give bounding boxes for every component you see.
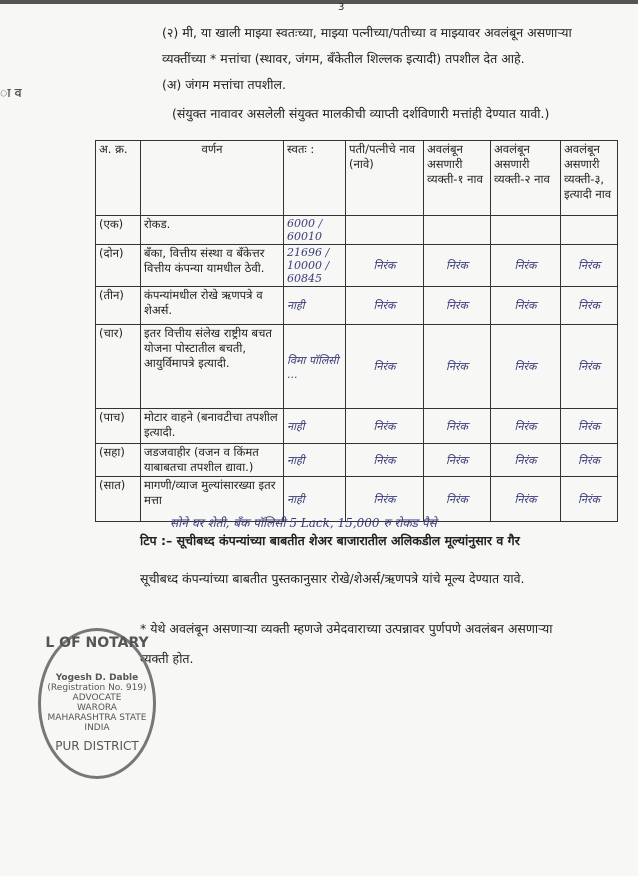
cell-d3: निरंक (561, 444, 618, 477)
cell-no: (एक) (96, 216, 141, 245)
cell-d2 (491, 216, 561, 245)
cell-self: नाही (284, 444, 346, 477)
footnote-line: व्यक्ती होत. (140, 651, 194, 666)
section-heading: (अ) जंगम मत्तांचा तपशील. (162, 77, 286, 92)
col-header: अवलंबून असणारी व्यक्ती-२ नाव (491, 141, 561, 216)
cell-spouse: निरंक (346, 477, 424, 522)
cell-spouse (346, 216, 424, 245)
col-header: पती/पत्नीचे नाव (नावे) (346, 141, 424, 216)
tip-line: टिप :– सूचीबध्द कंपन्यांच्या बाबतीत शेअर बाजारातील अलिकडील मूल्यांनुसार व गैर (140, 533, 520, 548)
cell-d1: निरंक (424, 287, 491, 325)
cell-d3 (561, 216, 618, 245)
cell-d3: निरंक (561, 409, 618, 444)
table-row (96, 409, 618, 444)
cell-d1 (424, 216, 491, 245)
cell-d3: निरंक (561, 287, 618, 325)
cell-d2: निरंक (491, 245, 561, 287)
page-number: 3 (338, 2, 345, 13)
cell-d1: निरंक (424, 325, 491, 409)
cell-d3: निरंक (561, 245, 618, 287)
movable-assets-table (95, 140, 618, 522)
cell-self: विमा पॉलिसी ... (284, 325, 346, 409)
cell-d1: निरंक (424, 245, 491, 287)
cell-desc: जडजवाहीर (वजन व किंमत याबाबतचा तपशील द्यावा.) (141, 444, 284, 477)
cell-spouse: निरंक (346, 409, 424, 444)
footnote-line: * येथे अवलंबून असणाऱ्या व्यक्ती म्हणजे उमेदवाराच्या उत्पन्नावर पुर्णपणे अवलंबन असणाऱ्या (140, 621, 553, 636)
cell-spouse: निरंक (346, 245, 424, 287)
tip-line: सूचीबध्द कंपन्यांच्या बाबतीत पुस्तकानुसार रोखे/शेअर्स/ऋणपत्रे यांचे मूल्य देण्यात यावे. (140, 571, 525, 586)
cell-self: नाही (284, 409, 346, 444)
cell-self: नाही (284, 477, 346, 522)
cell-d1: निरंक (424, 444, 491, 477)
cell-d2: निरंक (491, 325, 561, 409)
cell-self: नाही (284, 287, 346, 325)
cell-d2: निरंक (491, 287, 561, 325)
notary-stamp: L OF NOTARY Yogesh D. Dable (Registration No. 919) ADVOCATE WARORA MAHARASHTRA STATE INDIA PUR DISTRICT (38, 628, 156, 779)
scan-edge (0, 0, 638, 4)
cell-self: 6000 / 60010 (284, 216, 346, 245)
intro-note: (संयुक्त नावावर असलेली संयुक्त मालकीची व्याप्ती दर्शविणारी मत्तांही देण्यात यावी.) (172, 106, 550, 121)
col-header: स्वतः : (284, 141, 346, 216)
intro-line: व्यक्तींच्या * मत्तांचा (स्थावर, जंगम, बँकेतील शिल्लक इत्यादी) तपशील देत आहे. (162, 51, 525, 66)
cell-d2: निरंक (491, 477, 561, 522)
cell-no: (तीन) (96, 287, 141, 325)
table-row (96, 444, 618, 477)
cell-d2: निरंक (491, 409, 561, 444)
cell-spouse: निरंक (346, 325, 424, 409)
cell-no: (दोन) (96, 245, 141, 287)
cell-no: (सात) (96, 477, 141, 522)
cell-spouse: निरंक (346, 287, 424, 325)
col-header: अवलंबून असणारी व्यक्ती-३, इत्यादी नाव (561, 141, 618, 216)
table-row (96, 216, 618, 245)
table-row (96, 245, 618, 287)
cell-desc: रोकड. (141, 216, 284, 245)
cell-desc: मोटार वाहने (बनावटीचा तपशील इत्यादी. (141, 409, 284, 444)
cell-d3: निरंक (561, 477, 618, 522)
col-header: वर्णन (141, 141, 284, 216)
cell-no: (पाच) (96, 409, 141, 444)
cell-spouse: निरंक (346, 444, 424, 477)
cell-desc: मागणी/व्याज मुल्यांसारख्या इतर मत्ता (141, 477, 284, 522)
table-row (96, 325, 618, 409)
cell-no: (सहा) (96, 444, 141, 477)
cell-d3: निरंक (561, 325, 618, 409)
handwritten-note: सोने घर शेती, बँक पॉलिसी 5 Lack, 15,000 रु रोकड पैसे (170, 516, 437, 530)
cell-desc: कंपन्यांमधील रोखे ऋणपत्रे व शेअर्स. (141, 287, 284, 325)
margin-text: ा व (0, 85, 22, 100)
cell-self: 21696 / 10000 / 60845 (284, 245, 346, 287)
col-header: अवलंबून असणारी व्यक्ती-१ नाव (424, 141, 491, 216)
col-header: अ. क्र. (96, 141, 141, 216)
table-header-row (96, 141, 618, 216)
cell-d1: निरंक (424, 477, 491, 522)
table-row (96, 287, 618, 325)
cell-d1: निरंक (424, 409, 491, 444)
cell-d2: निरंक (491, 444, 561, 477)
cell-desc: इतर वित्तीय संलेख राष्ट्रीय बचत योजना पोस्टातील बचती, आयुर्विमापत्रे इत्यादी. (141, 325, 284, 409)
cell-desc: बँका, वित्तीय संस्था व बँकेत्तर वित्तीय कंपन्या यामधील ठेवी. (141, 245, 284, 287)
cell-no: (चार) (96, 325, 141, 409)
intro-line: (२) मी, या खाली माझ्या स्वतःच्या, माझ्या पत्नीच्या/पतीच्या व माझ्यावर अवलंबून असणाऱ्या (162, 25, 572, 40)
